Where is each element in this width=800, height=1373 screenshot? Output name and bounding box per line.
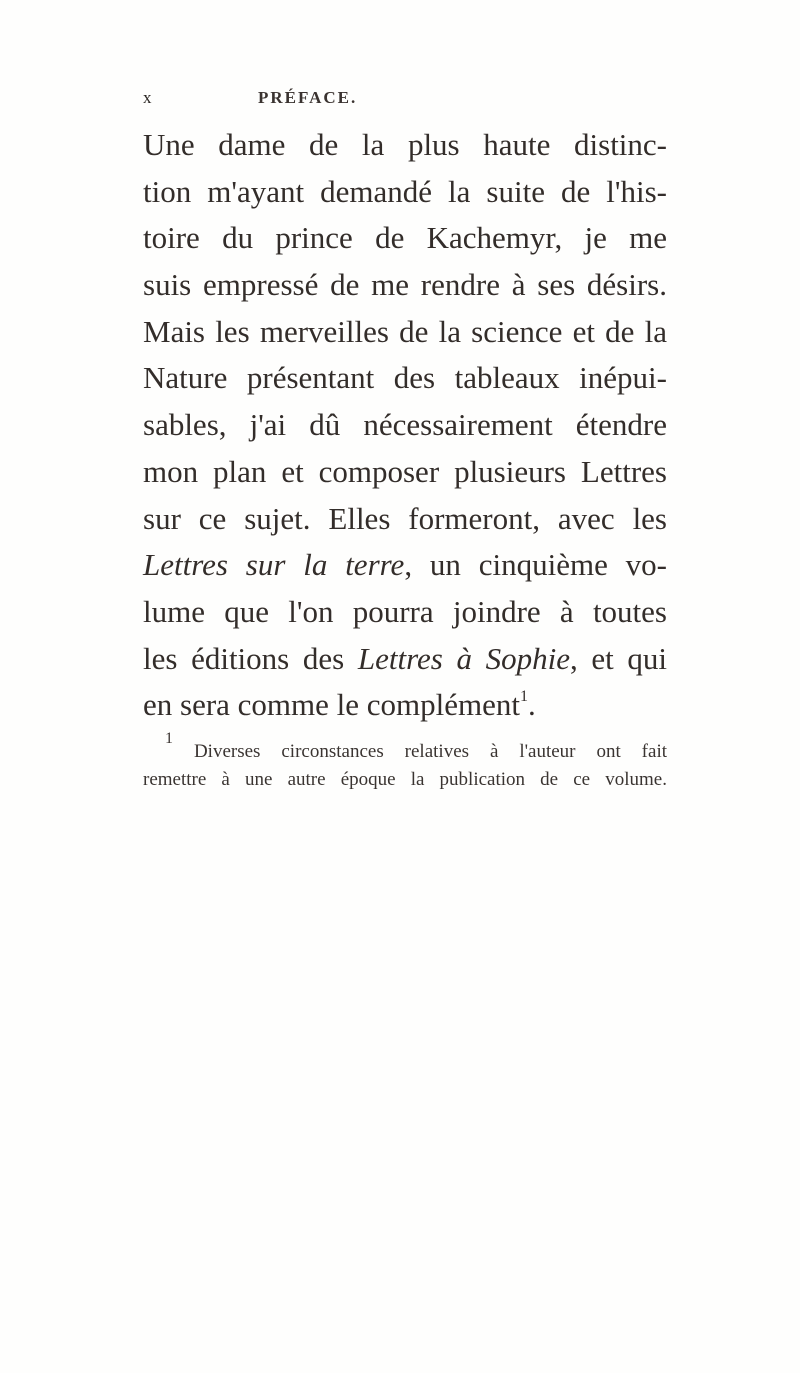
text-line: sables, j'ai dû nécessairement étendre [143, 407, 667, 443]
text-segment: en sera comme le complément [143, 687, 521, 723]
text-line [143, 636, 667, 683]
text-line: Nature présentant des tableaux inépui- [143, 360, 667, 396]
footnote-line: remettre à une autre époque la publication de ce volume. [143, 769, 667, 790]
italic-title: Lettres à Sophie [357, 640, 570, 676]
text-line: Une dame de la plus haute distinc- [143, 127, 667, 162]
text-line: tion m'ayant demandé la suite de l'his- [143, 173, 667, 209]
footnote-line [143, 730, 667, 766]
footnote-reference: 1 [520, 688, 529, 706]
body-paragraph [143, 122, 667, 729]
text-line: suis empressé de me rendre à ses désirs. [143, 267, 667, 303]
text-segment: , et qui [569, 640, 667, 676]
text-line: lume que l'on pourra joindre à toutes [143, 593, 667, 629]
text-segment: les éditions des [143, 640, 358, 676]
footnote-text: Diverses circonstances relatives à l'auteur ont fait [193, 741, 667, 762]
text-segment: . [528, 687, 536, 723]
text-segment: , un cinquième vo- [404, 547, 667, 583]
text-line [143, 542, 667, 589]
text-line [143, 682, 667, 729]
text-line: mon plan et composer plusieurs Lettres [143, 453, 667, 489]
running-title: PRÉFACE. [258, 88, 358, 107]
text-line: toire du prince de Kachemyr, je me [143, 220, 667, 256]
footnote [143, 730, 667, 794]
italic-title: Lettres sur la terre [143, 547, 405, 583]
running-head [143, 88, 663, 112]
text-line: sur ce sujet. Elles formeront, avec les [143, 500, 667, 536]
page-number: x [143, 88, 153, 107]
footnote-mark: 1 [165, 730, 173, 747]
text-line: Mais les merveilles de la science et de la [143, 313, 667, 349]
